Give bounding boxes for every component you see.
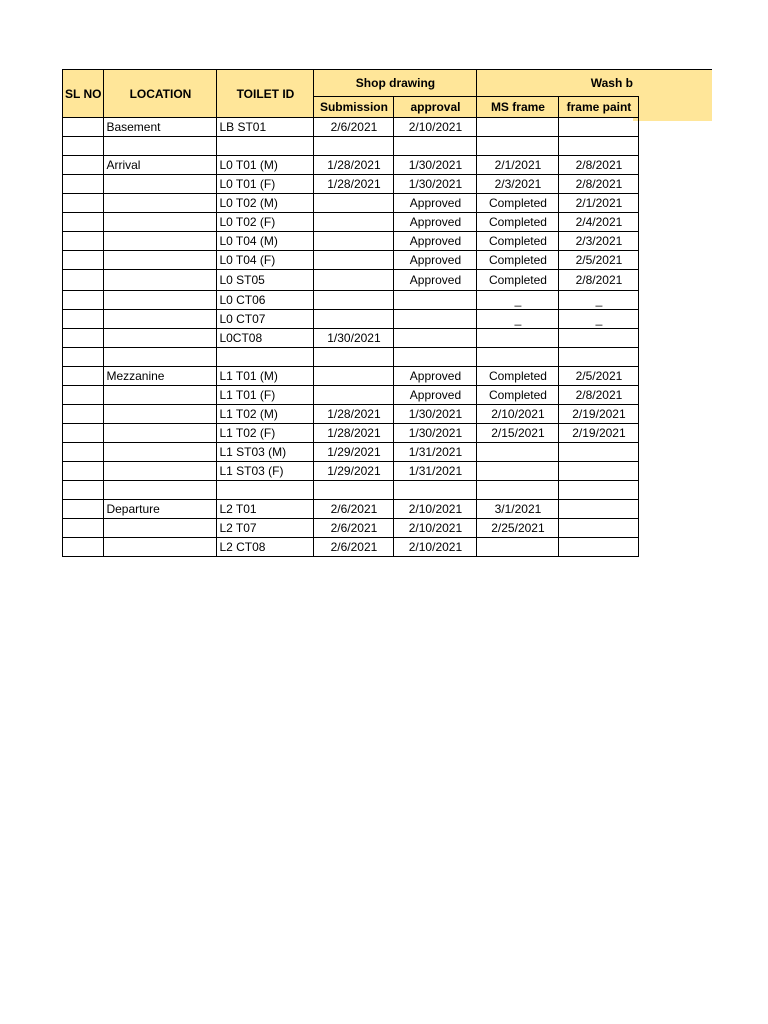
cell-sl-no xyxy=(63,443,104,462)
table-row xyxy=(63,251,639,270)
cell-ms-frame xyxy=(477,481,559,500)
cell-frame-paint xyxy=(559,519,639,538)
cell-toilet-id xyxy=(217,348,314,367)
cell-submission xyxy=(314,481,394,500)
cell-frame-paint xyxy=(559,462,639,481)
header-ms-frame: MS frame xyxy=(477,97,559,118)
toilet-status-table xyxy=(62,69,639,557)
header-approval: approval xyxy=(394,97,477,118)
cell-submission: 2/6/2021 xyxy=(314,538,394,557)
cell-toilet-id: L0 CT07 xyxy=(217,310,314,329)
cell-approval: Approved xyxy=(394,232,477,251)
table-row xyxy=(63,538,639,557)
cell-sl-no xyxy=(63,481,104,500)
table-row xyxy=(63,367,639,386)
cell-submission: 2/6/2021 xyxy=(314,118,394,137)
cell-sl-no xyxy=(63,137,104,156)
header-sl-no: SL NO xyxy=(63,70,104,118)
cell-sl-no xyxy=(63,405,104,424)
cell-toilet-id: LB ST01 xyxy=(217,118,314,137)
cell-location xyxy=(104,194,217,213)
cell-location xyxy=(104,213,217,232)
table-row xyxy=(63,462,639,481)
cell-location xyxy=(104,310,217,329)
cell-location xyxy=(104,481,217,500)
cell-submission xyxy=(314,291,394,310)
cell-toilet-id: L1 T02 (F) xyxy=(217,424,314,443)
cell-toilet-id: L2 T01 xyxy=(217,500,314,519)
cell-sl-no xyxy=(63,118,104,137)
cell-toilet-id: L0 T02 (M) xyxy=(217,194,314,213)
cell-ms-frame: Completed xyxy=(477,386,559,405)
table-row xyxy=(63,175,639,194)
cell-toilet-id xyxy=(217,481,314,500)
cell-submission xyxy=(314,232,394,251)
cell-ms-frame: 2/15/2021 xyxy=(477,424,559,443)
table-row xyxy=(63,348,639,367)
cell-sl-no xyxy=(63,329,104,348)
cell-frame-paint: 2/1/2021 xyxy=(559,194,639,213)
cell-location xyxy=(104,251,217,270)
table-row xyxy=(63,156,639,175)
cell-approval: 1/30/2021 xyxy=(394,424,477,443)
cell-location xyxy=(104,232,217,251)
cell-submission: 1/29/2021 xyxy=(314,443,394,462)
cell-frame-paint xyxy=(559,348,639,367)
cell-toilet-id: L1 ST03 (M) xyxy=(217,443,314,462)
cell-frame-paint xyxy=(559,538,639,557)
cell-submission: 1/28/2021 xyxy=(314,424,394,443)
cell-location xyxy=(104,329,217,348)
cell-ms-frame xyxy=(477,462,559,481)
cell-approval: Approved xyxy=(394,270,477,291)
cell-sl-no xyxy=(63,367,104,386)
cell-frame-paint xyxy=(559,137,639,156)
cell-location: Basement xyxy=(104,118,217,137)
cell-approval: Approved xyxy=(394,194,477,213)
cell-frame-paint: 2/8/2021 xyxy=(559,386,639,405)
cell-location: Mezzanine xyxy=(104,367,217,386)
cell-ms-frame xyxy=(477,329,559,348)
cell-submission: 2/6/2021 xyxy=(314,519,394,538)
table-row xyxy=(63,118,639,137)
header-wash-group: Wash b xyxy=(477,70,639,97)
cell-sl-no xyxy=(63,462,104,481)
cell-submission: 2/6/2021 xyxy=(314,500,394,519)
cell-ms-frame xyxy=(477,538,559,557)
cell-approval xyxy=(394,348,477,367)
cell-toilet-id: L2 CT08 xyxy=(217,538,314,557)
cell-toilet-id: L0 T01 (F) xyxy=(217,175,314,194)
cell-frame-paint: 2/19/2021 xyxy=(559,424,639,443)
cell-toilet-id: L1 ST03 (F) xyxy=(217,462,314,481)
cell-location xyxy=(104,348,217,367)
cell-submission xyxy=(314,348,394,367)
header-shop-drawing: Shop drawing xyxy=(314,70,477,97)
cell-ms-frame: 2/1/2021 xyxy=(477,156,559,175)
cell-toilet-id xyxy=(217,137,314,156)
table-row xyxy=(63,519,639,538)
cell-toilet-id: L1 T01 (F) xyxy=(217,386,314,405)
cell-submission: 1/30/2021 xyxy=(314,329,394,348)
cell-submission: 1/28/2021 xyxy=(314,405,394,424)
table-body xyxy=(63,118,639,557)
table-row xyxy=(63,386,639,405)
cell-submission xyxy=(314,270,394,291)
table-row xyxy=(63,424,639,443)
cell-approval: 2/10/2021 xyxy=(394,519,477,538)
cell-sl-no xyxy=(63,386,104,405)
cell-frame-paint: 2/4/2021 xyxy=(559,213,639,232)
table-row xyxy=(63,213,639,232)
header-toilet-id: TOILET ID xyxy=(217,70,314,118)
cell-toilet-id: L0 T04 (F) xyxy=(217,251,314,270)
header-submission: Submission xyxy=(314,97,394,118)
cell-submission: 1/28/2021 xyxy=(314,156,394,175)
cell-ms-frame: 2/25/2021 xyxy=(477,519,559,538)
cell-approval: Approved xyxy=(394,386,477,405)
cell-sl-no xyxy=(63,291,104,310)
cell-location xyxy=(104,462,217,481)
cell-frame-paint xyxy=(559,500,639,519)
cell-location xyxy=(104,270,217,291)
cell-approval: Approved xyxy=(394,251,477,270)
cell-submission xyxy=(314,310,394,329)
table-row xyxy=(63,481,639,500)
cell-ms-frame: 2/10/2021 xyxy=(477,405,559,424)
cell-location: Departure xyxy=(104,500,217,519)
cell-approval xyxy=(394,291,477,310)
cell-location xyxy=(104,291,217,310)
cell-sl-no xyxy=(63,156,104,175)
cell-sl-no xyxy=(63,175,104,194)
table-row xyxy=(63,194,639,213)
table-row xyxy=(63,310,639,329)
cell-ms-frame: Completed xyxy=(477,251,559,270)
cell-toilet-id: L0 T01 (M) xyxy=(217,156,314,175)
cell-toilet-id: L0 CT06 xyxy=(217,291,314,310)
cell-sl-no xyxy=(63,213,104,232)
cell-frame-paint: 2/8/2021 xyxy=(559,270,639,291)
cell-toilet-id: L0 T04 (M) xyxy=(217,232,314,251)
cell-location xyxy=(104,386,217,405)
cell-toilet-id: L0 ST05 xyxy=(217,270,314,291)
cell-submission xyxy=(314,213,394,232)
cell-ms-frame: Completed xyxy=(477,232,559,251)
cell-toilet-id: L1 T02 (M) xyxy=(217,405,314,424)
cell-sl-no xyxy=(63,424,104,443)
cell-approval: 1/30/2021 xyxy=(394,405,477,424)
cell-toilet-id: L0 T02 (F) xyxy=(217,213,314,232)
table-row xyxy=(63,329,639,348)
cell-sl-no xyxy=(63,538,104,557)
cell-sl-no xyxy=(63,519,104,538)
table-row xyxy=(63,405,639,424)
cell-approval: 2/10/2021 xyxy=(394,500,477,519)
cell-approval: 1/30/2021 xyxy=(394,175,477,194)
cell-approval: Approved xyxy=(394,213,477,232)
cell-sl-no xyxy=(63,232,104,251)
cell-frame-paint: 2/19/2021 xyxy=(559,405,639,424)
cell-ms-frame: Completed xyxy=(477,270,559,291)
cell-frame-paint xyxy=(559,329,639,348)
cell-toilet-id: L1 T01 (M) xyxy=(217,367,314,386)
cell-ms-frame: 3/1/2021 xyxy=(477,500,559,519)
cell-approval: Approved xyxy=(394,367,477,386)
cell-ms-frame: _ xyxy=(477,291,559,310)
header-frame-paint: frame paint xyxy=(559,97,639,118)
cell-ms-frame xyxy=(477,443,559,462)
table-row xyxy=(63,270,639,291)
table-row xyxy=(63,500,639,519)
cell-ms-frame: Completed xyxy=(477,367,559,386)
cell-location xyxy=(104,175,217,194)
cell-ms-frame: Completed xyxy=(477,194,559,213)
cell-ms-frame xyxy=(477,137,559,156)
cell-ms-frame: _ xyxy=(477,310,559,329)
cell-toilet-id: L2 T07 xyxy=(217,519,314,538)
cell-ms-frame: 2/3/2021 xyxy=(477,175,559,194)
cell-location: Arrival xyxy=(104,156,217,175)
cell-frame-paint xyxy=(559,481,639,500)
cell-location xyxy=(104,137,217,156)
table-row xyxy=(63,443,639,462)
cell-frame-paint xyxy=(559,118,639,137)
table-row xyxy=(63,137,639,156)
cell-approval: 2/10/2021 xyxy=(394,538,477,557)
cell-sl-no xyxy=(63,270,104,291)
cell-location xyxy=(104,405,217,424)
cell-approval xyxy=(394,329,477,348)
cell-submission xyxy=(314,194,394,213)
cell-frame-paint: 2/3/2021 xyxy=(559,232,639,251)
header-location: LOCATION xyxy=(104,70,217,118)
cell-location xyxy=(104,443,217,462)
cell-submission: 1/29/2021 xyxy=(314,462,394,481)
table-row xyxy=(63,232,639,251)
cell-location xyxy=(104,424,217,443)
cell-submission xyxy=(314,137,394,156)
cell-sl-no xyxy=(63,500,104,519)
cell-frame-paint: 2/5/2021 xyxy=(559,251,639,270)
cell-ms-frame xyxy=(477,118,559,137)
cell-submission xyxy=(314,367,394,386)
cell-frame-paint: 2/5/2021 xyxy=(559,367,639,386)
cell-toilet-id: L0CT08 xyxy=(217,329,314,348)
table-row xyxy=(63,291,639,310)
cell-submission: 1/28/2021 xyxy=(314,175,394,194)
cell-sl-no xyxy=(63,194,104,213)
cell-approval xyxy=(394,137,477,156)
cell-approval xyxy=(394,310,477,329)
cell-approval xyxy=(394,481,477,500)
cell-ms-frame xyxy=(477,348,559,367)
cell-frame-paint: _ xyxy=(559,291,639,310)
cell-sl-no xyxy=(63,251,104,270)
cell-approval: 1/31/2021 xyxy=(394,443,477,462)
cell-frame-paint xyxy=(559,443,639,462)
cell-approval: 1/30/2021 xyxy=(394,156,477,175)
header-overflow-band xyxy=(633,69,712,121)
cell-frame-paint: 2/8/2021 xyxy=(559,175,639,194)
cell-location xyxy=(104,538,217,557)
cell-location xyxy=(104,519,217,538)
cell-approval: 1/31/2021 xyxy=(394,462,477,481)
cell-frame-paint: 2/8/2021 xyxy=(559,156,639,175)
cell-sl-no xyxy=(63,310,104,329)
cell-sl-no xyxy=(63,348,104,367)
cell-submission xyxy=(314,386,394,405)
cell-approval: 2/10/2021 xyxy=(394,118,477,137)
cell-frame-paint: _ xyxy=(559,310,639,329)
cell-submission xyxy=(314,251,394,270)
cell-ms-frame: Completed xyxy=(477,213,559,232)
